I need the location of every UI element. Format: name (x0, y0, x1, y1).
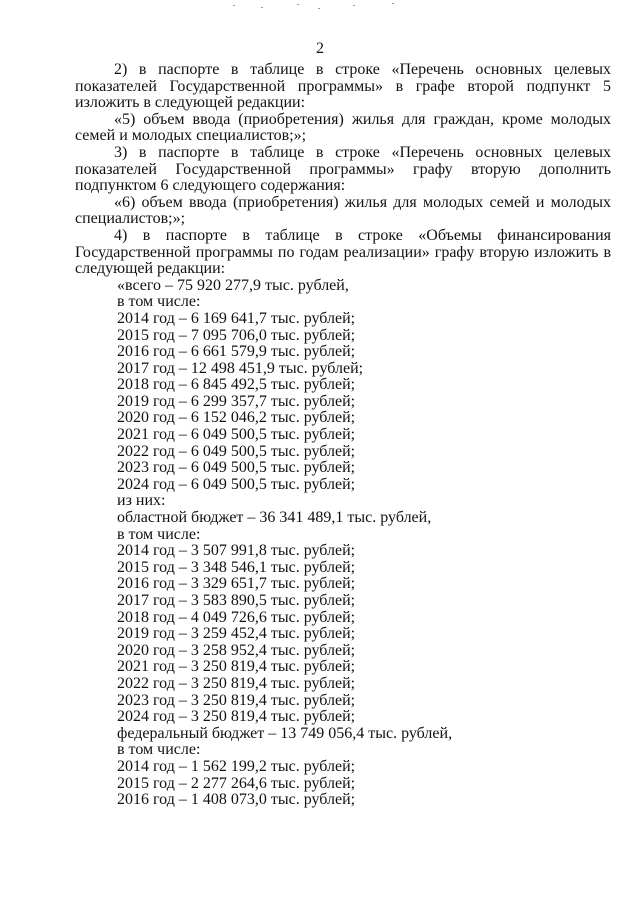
scan-speck (392, 3, 394, 4)
financing-line: 2017 год – 12 498 451,9 тыс. рублей; (117, 359, 364, 377)
financing-line: 2022 год – 3 250 819,4 тыс. рублей; (117, 674, 356, 692)
financing-line: 2022 год – 6 049 500,5 тыс. рублей; (117, 442, 356, 460)
financing-line: 2019 год – 3 259 452,4 тыс. рублей; (117, 625, 356, 643)
federal-budget-line: федеральный бюджет – 13 749 056,4 тыс. рублей, (117, 724, 453, 742)
financing-line: 2019 год – 6 299 357,7 тыс. рублей; (117, 392, 356, 410)
financing-line: 2024 год – 3 250 819,4 тыс. рублей; (117, 708, 356, 726)
paragraph-quote-6: «6) объем ввода (приобретения) жилья для молодых семей и молодых специалистов;»; (75, 193, 611, 228)
financing-line: 2021 год – 3 250 819,4 тыс. рублей; (117, 658, 356, 676)
financing-line: 2014 год – 3 507 991,8 тыс. рублей; (117, 542, 356, 560)
financing-line: 2014 год – 1 562 199,2 тыс. рублей; (117, 757, 356, 775)
financing-line: 2018 год – 4 049 726,6 тыс. рублей; (117, 608, 356, 626)
financing-line: 2020 год – 6 152 046,2 тыс. рублей; (117, 409, 356, 427)
paragraph-item-3: 3) в паспорте в таблице в строке «Перечень основных целевых показателей Государственной программы» графу вторую дополнить подпунктом 6 следующего содержания: (75, 143, 611, 195)
financing-line: 2015 год – 2 277 264,6 тыс. рублей; (117, 774, 356, 792)
financing-line: из них: (117, 492, 166, 510)
financing-line: 2016 год – 6 661 579,9 тыс. рублей; (117, 343, 356, 361)
financing-line: 2015 год – 7 095 706,0 тыс. рублей; (117, 326, 356, 344)
financing-line: 2015 год – 3 348 546,1 тыс. рублей; (117, 558, 356, 576)
financing-line: 2017 год – 3 583 890,5 тыс. рублей; (117, 592, 356, 609)
scan-speck (261, 7, 263, 8)
financing-line: 2024 год – 6 049 500,5 тыс. рублей; (117, 475, 356, 493)
financing-line: 2020 год – 3 258 952,4 тыс. рублей; (117, 641, 356, 659)
financing-list (75, 278, 611, 809)
financing-line: в том числе: (117, 525, 201, 543)
regional-budget-line: областной бюджет – 36 341 489,1 тыс. рублей, (117, 509, 432, 527)
page-number: 2 (316, 40, 324, 57)
scan-speck (318, 8, 320, 9)
paragraph-quote-5: «5) объем ввода (приобретения) жилья для граждан, кроме молодых семей и молодых специалистов;»; (75, 110, 611, 145)
paragraph-item-4: 4) в паспорте в таблице в строке «Объемы финансирования Государственной программы по годам реализации» графу вторую изложить в следующей редакции: (75, 226, 611, 278)
financing-line: 2023 год – 6 049 500,5 тыс. рублей; (117, 459, 356, 477)
financing-line: 2016 год – 1 408 073,0 тыс. рублей; (117, 791, 356, 809)
financing-line: 2014 год – 6 169 641,7 тыс. рублей; (117, 309, 356, 327)
financing-line: в том числе: (117, 741, 201, 759)
paragraph-item-2: 2) в паспорте в таблице в строке «Перечень основных целевых показателей Государственной программы» в графе второй подпункт 5 изложить в следующей редакции: (75, 61, 611, 112)
financing-line: 2021 год – 6 049 500,5 тыс. рублей; (117, 426, 356, 444)
financing-line: 2018 год – 6 845 492,5 тыс. рублей; (117, 376, 356, 394)
financing-total-line: «всего – 75 920 277,9 тыс. рублей, (117, 276, 349, 294)
financing-line: в том числе: (117, 293, 201, 311)
financing-line: 2023 год – 3 250 819,4 тыс. рублей; (117, 691, 356, 709)
scan-speck (297, 4, 299, 5)
scan-speck (353, 5, 355, 6)
scan-speck (233, 5, 235, 6)
financing-line: 2016 год – 3 329 651,7 тыс. рублей; (117, 575, 356, 593)
document-body (75, 62, 611, 809)
